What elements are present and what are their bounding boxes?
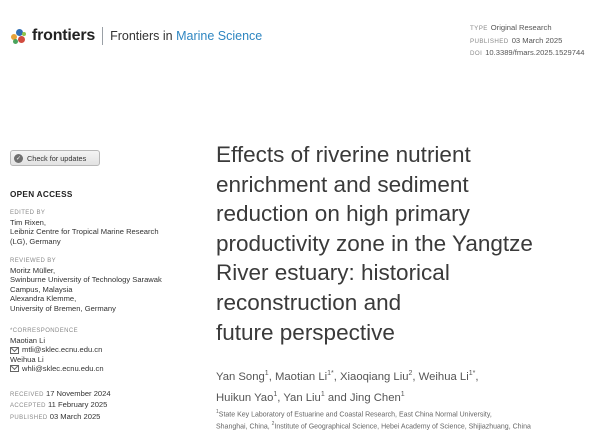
article-meta bbox=[470, 22, 584, 60]
header-divider bbox=[102, 27, 103, 45]
title-line: future perspective bbox=[216, 319, 395, 345]
correspondence-label: *CORRESPONDENCE bbox=[10, 328, 79, 334]
received-date: RECEIVED 17 November 2024 bbox=[10, 389, 111, 398]
journal-accent: Marine Science bbox=[176, 29, 263, 43]
edited-by-label: EDITED BY bbox=[10, 210, 46, 216]
affiliations: $^1$State Key Laboratory of Estuarine and Coastal Research, East China Normal University, Shanghai, China, $^2$Institute of Geographical Science, Hebei Academy of Science, Shijiazhuang, China bbox=[216, 409, 531, 431]
author[interactable]: Jing Chen$^1$ bbox=[349, 390, 405, 404]
accepted-date: ACCEPTED 11 February 2025 bbox=[10, 400, 108, 410]
correspondent-email-row[interactable] bbox=[10, 364, 104, 373]
correspondence-info bbox=[10, 336, 104, 374]
title-line: reconstruction and bbox=[216, 289, 402, 315]
affiliation-1-cont: Shanghai, China, bbox=[216, 423, 270, 431]
meta-type: TYPE Original Research bbox=[470, 23, 552, 32]
author[interactable]: Maotian $Li^{1*}$ bbox=[274, 370, 334, 383]
reviewer-info: Moritz Müller, Swinburne University of Technology Sarawak Campus, Malaysia Alexandra Klemme, University of Bremen, Germany bbox=[10, 266, 162, 313]
title-line: River estuary: historical bbox=[216, 260, 450, 286]
correspondent-email[interactable]: whli@sklec.ecnu.edu.cn bbox=[22, 364, 104, 374]
meta-doi[interactable]: DOI 10.3389/fmars.2025.1529744 bbox=[470, 48, 585, 57]
check-updates-label: Check for updates bbox=[27, 153, 87, 163]
correspondent-email[interactable]: mtli@sklec.ecnu.edu.cn bbox=[22, 345, 103, 355]
published-date: PUBLISHED 03 March 2025 bbox=[10, 411, 101, 421]
title-line: productivity zone in the Yangtze bbox=[216, 230, 533, 256]
author[interactable]: Huikun Yao$^1$ bbox=[216, 390, 278, 404]
author-list: Yan Song$^1$, Maotian $Li^{1*}$, Xiaoqiang Liu$^2$, Weihua $Li^{1*}$, Huikun Yao$^1$, Yan Liu$^1$ and Jing Chen$^1$ bbox=[216, 370, 479, 404]
author[interactable]: Yan Song$^1$ bbox=[216, 370, 269, 383]
check-updates-icon: ✓ bbox=[15, 155, 22, 162]
meta-published: PUBLISHED 03 March 2025 bbox=[470, 35, 563, 45]
mail-icon bbox=[10, 347, 19, 354]
correspondent-email-row[interactable] bbox=[10, 345, 104, 354]
correspondent-name: Weihua Li bbox=[10, 354, 44, 364]
open-access-label: OPEN ACCESS bbox=[10, 190, 73, 199]
author[interactable]: Weihua $Li^{1*}$ bbox=[418, 370, 476, 383]
check-for-updates-button[interactable] bbox=[10, 150, 100, 166]
correspondent-name: Maotian Li bbox=[10, 336, 46, 345]
brand-name: frontiers bbox=[32, 27, 96, 44]
author[interactable]: Xiaoqiang Liu$^2$ bbox=[340, 370, 413, 383]
affiliation-2: Institute of Geographical Science, Hebei Academy of Science, Shijiazhuang, China bbox=[274, 423, 531, 431]
frontiers-logo-icon bbox=[10, 27, 28, 45]
frontiers-logo[interactable] bbox=[10, 27, 262, 45]
journal-name[interactable] bbox=[110, 29, 262, 43]
reviewed-by-label: REVIEWED BY bbox=[10, 258, 57, 264]
affiliation-1: State Key Laboratory of Estuarine and Coastal Research, East China Normal University, bbox=[218, 411, 492, 419]
editor-info: Tim Rixen, Leibniz Centre for Tropical Marine Research (LG), Germany bbox=[10, 218, 159, 246]
mail-icon bbox=[10, 365, 19, 372]
journal-prefix: Frontiers in bbox=[110, 29, 177, 43]
title-line: enrichment and sediment bbox=[216, 171, 469, 197]
author[interactable]: Yan Liu$^1$ bbox=[283, 390, 325, 404]
article-dates bbox=[10, 389, 111, 423]
title-line: reduction on high primary bbox=[216, 201, 470, 227]
article-title bbox=[216, 140, 596, 347]
title-line: Effects of riverine nutrient bbox=[216, 142, 471, 167]
